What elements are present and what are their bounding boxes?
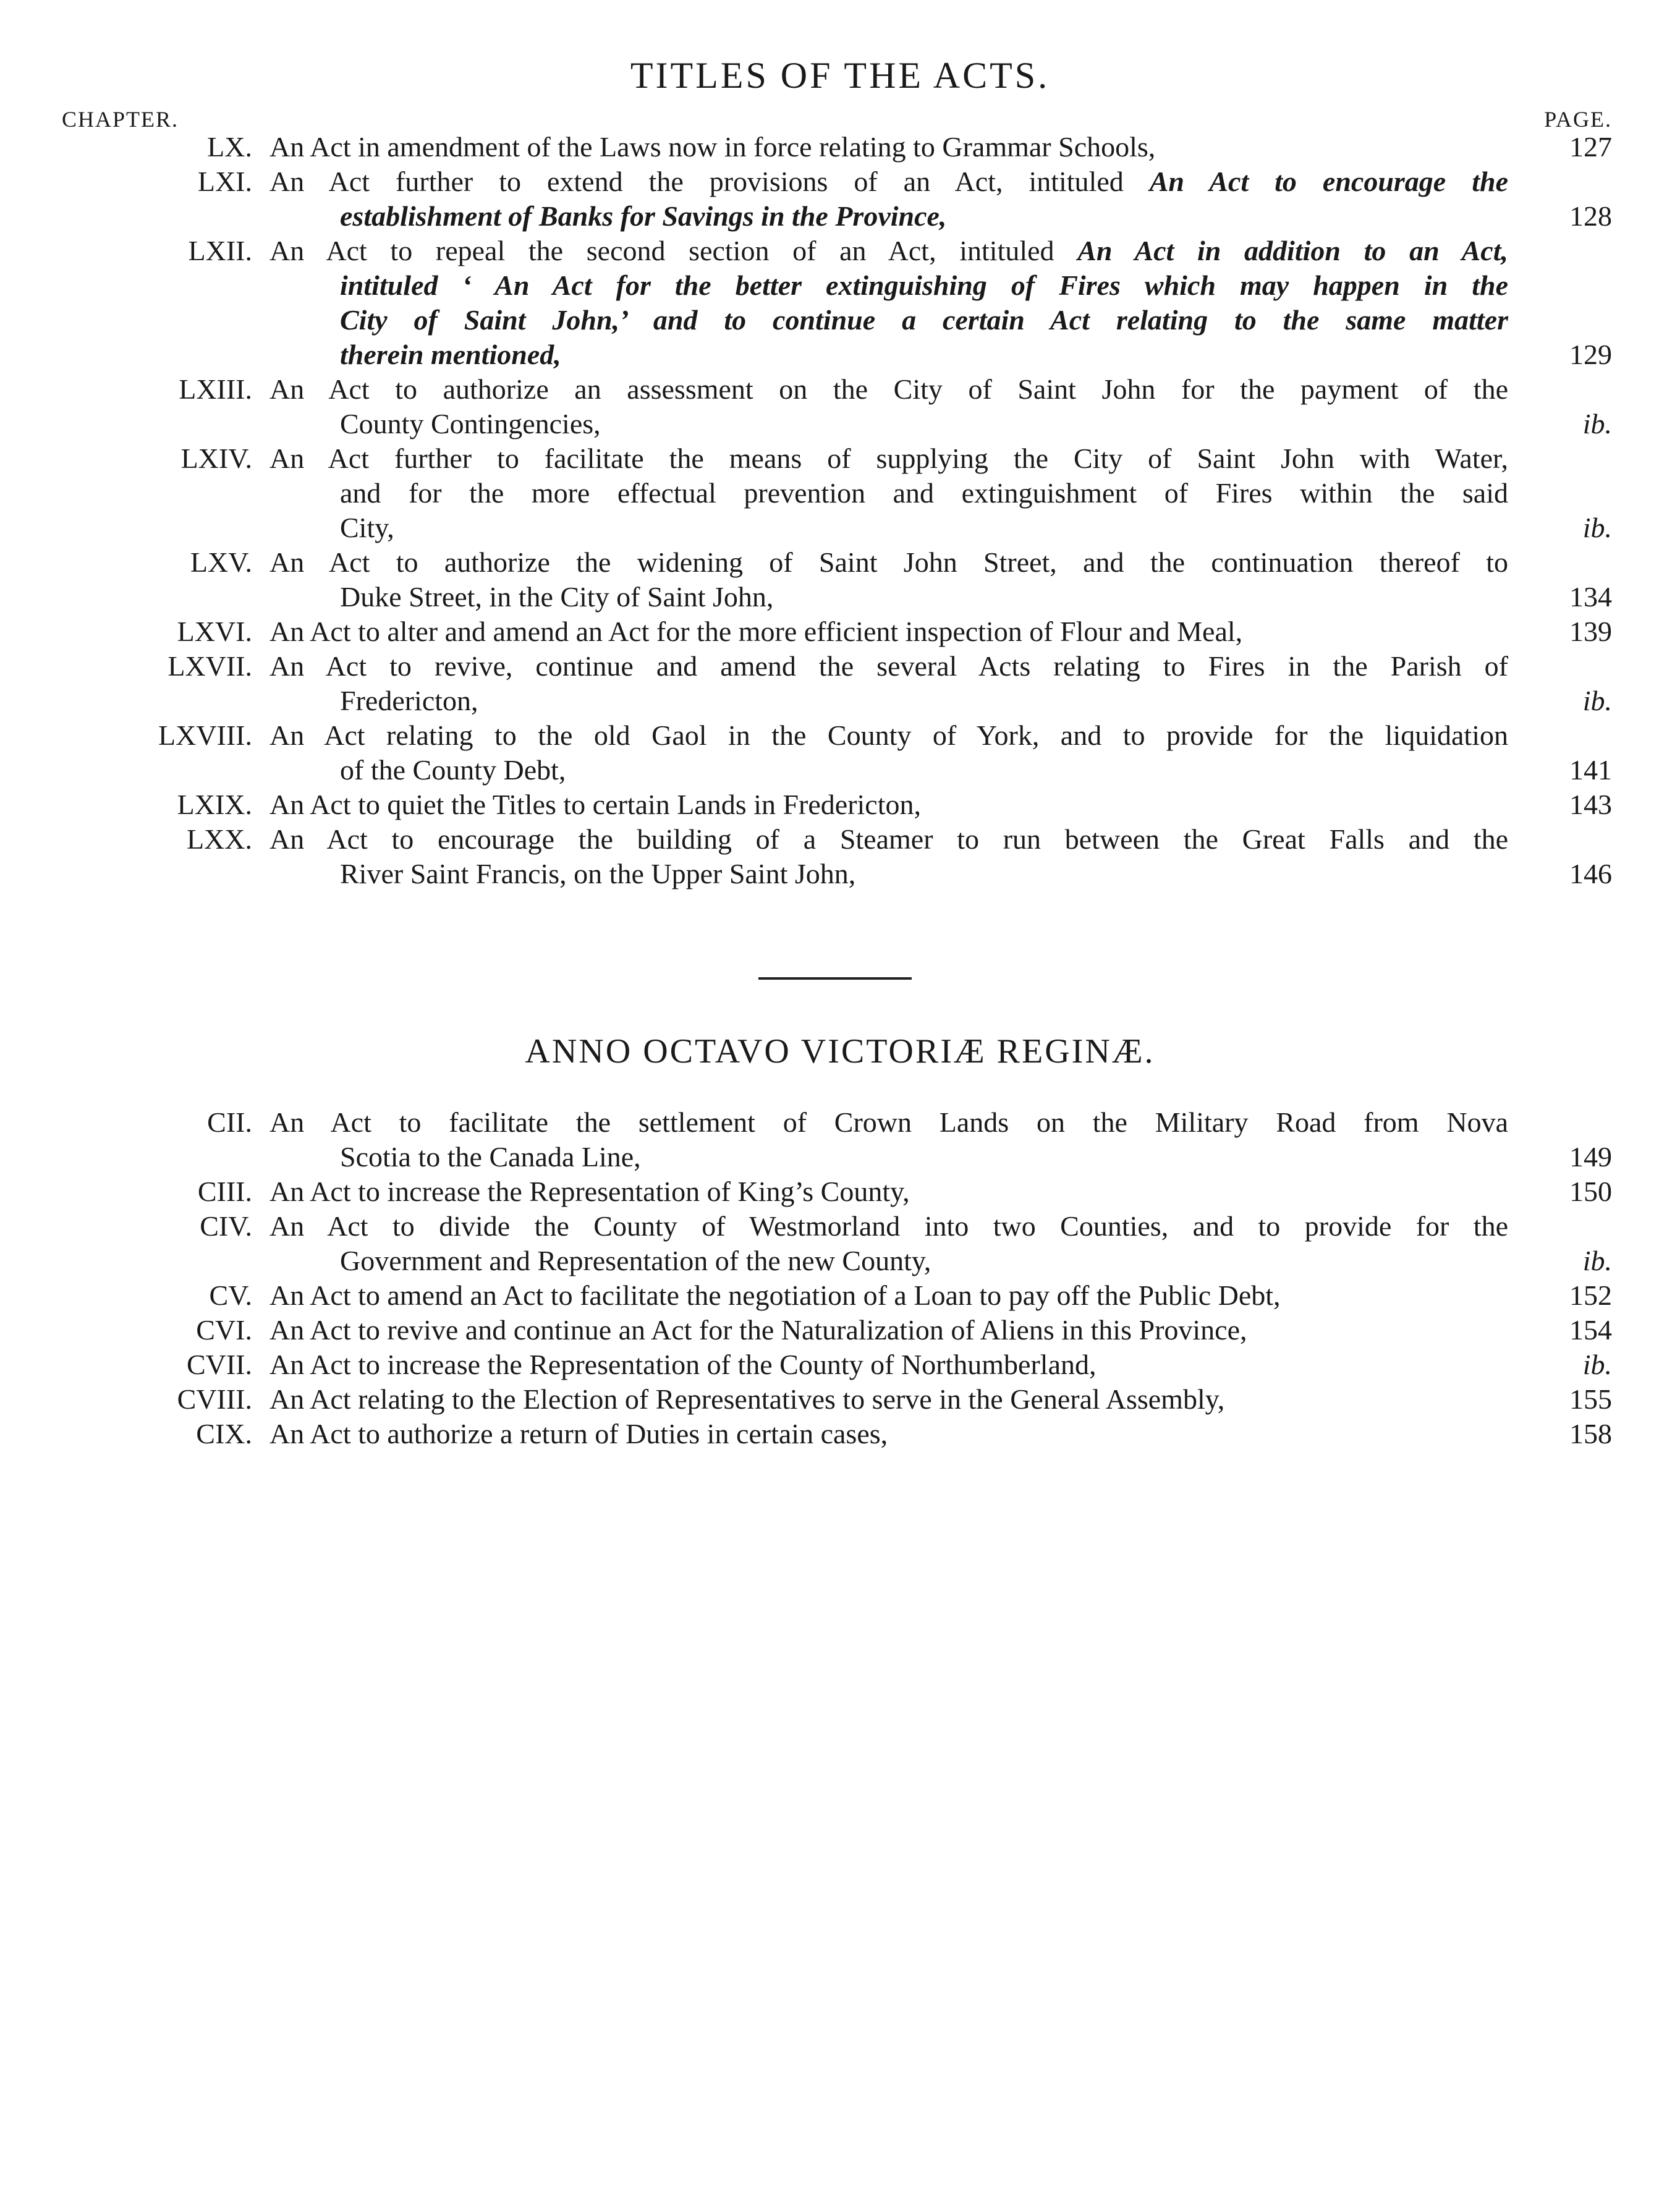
chapter-number: LXIV.	[180, 443, 252, 474]
list-item	[0, 1347, 1680, 1382]
page-number: 127	[1569, 131, 1612, 163]
act-title: An Act to encourage the building of a Steamer to run between the Great Falls and the River Saint Francis, on the Upper Saint John,	[269, 823, 1508, 889]
list-item	[0, 614, 1680, 649]
list-item	[0, 234, 1680, 372]
act-title: An Act relating to the old Gaol in the County of York, and to provide for the liquidation of the County Debt,	[269, 719, 1508, 786]
act-title: An Act to increase the Representation of King’s County,	[269, 1176, 910, 1207]
page-number: 158	[1569, 1418, 1612, 1449]
list-item	[0, 372, 1680, 441]
list-item	[0, 787, 1680, 822]
act-title: An Act further to extend the provisions of an Act, intituled An Act to encourage the establishment of Banks for Savings in the Province,	[269, 166, 1508, 232]
list-item	[0, 1209, 1680, 1278]
page-number: 128	[1569, 200, 1612, 232]
page-number: 150	[1569, 1176, 1612, 1207]
chapter-number: LXIII.	[179, 373, 252, 405]
list-item	[0, 441, 1680, 545]
act-title: An Act to alter and amend an Act for the more efficient inspection of Flour and Meal,	[269, 616, 1243, 647]
page-number: 155	[1569, 1383, 1612, 1415]
page-column-label: PAGE.	[1544, 107, 1612, 132]
list-item	[0, 164, 1680, 234]
page-number: 141	[1569, 754, 1612, 786]
chapter-number: LXI.	[197, 166, 252, 197]
page-title: TITLES OF THE ACTS.	[630, 55, 1050, 96]
chapter-number: CVI.	[196, 1314, 252, 1346]
chapter-number: LXVI.	[177, 616, 252, 647]
chapter-number: CV.	[209, 1279, 252, 1311]
acts-list-section-2	[0, 1105, 1680, 1451]
list-item	[0, 1313, 1680, 1347]
chapter-number: CIX.	[196, 1418, 252, 1449]
list-item	[0, 1278, 1680, 1313]
chapter-number: CIV.	[200, 1210, 252, 1242]
chapter-column-label: CHAPTER.	[62, 107, 179, 132]
section-divider	[758, 977, 912, 980]
chapter-number: LXV.	[190, 546, 252, 578]
act-title: An Act to authorize the widening of Saint John Street, and the continuation thereof to Duke Street, in the City of Saint John,	[269, 546, 1508, 613]
act-title: An Act relating to the Election of Representatives to serve in the General Assembly,	[269, 1383, 1225, 1415]
page-number: 152	[1569, 1279, 1612, 1311]
list-item	[0, 130, 1680, 164]
act-title: An Act to divide the County of Westmorland into two Counties, and to provide for the Government and Representation of the new County,	[269, 1210, 1508, 1276]
act-title: An Act to authorize an assessment on the City of Saint John for the payment of the County Contingencies,	[269, 373, 1508, 439]
page-number: 129	[1569, 339, 1612, 370]
list-item	[0, 718, 1680, 787]
page-number: 149	[1569, 1141, 1612, 1173]
chapter-number: CVIII.	[177, 1383, 252, 1415]
act-title: An Act further to facilitate the means of supplying the City of Saint John with Water, and for the more effectual prevention and extinguishment of Fires within the said City,	[269, 443, 1508, 543]
chapter-number: CIII.	[197, 1176, 252, 1207]
list-item	[0, 1174, 1680, 1209]
list-item	[0, 545, 1680, 614]
page-number: 134	[1569, 581, 1612, 613]
page-number: ib.	[1582, 512, 1612, 543]
chapter-number: CVII.	[186, 1349, 252, 1380]
page-number: 139	[1569, 616, 1612, 647]
act-title: An Act to amend an Act to facilitate the negotiation of a Loan to pay off the Public Debt,	[269, 1279, 1281, 1311]
act-title: An Act to quiet the Titles to certain Lands in Fredericton,	[269, 789, 922, 820]
acts-list-section-1	[0, 130, 1680, 891]
act-title: An Act to facilitate the settlement of Crown Lands on the Military Road from Nova Scotia to the Canada Line,	[269, 1106, 1508, 1173]
list-item	[0, 822, 1680, 891]
page-number: 146	[1569, 858, 1612, 889]
page-number: 154	[1569, 1314, 1612, 1346]
page-number: ib.	[1582, 685, 1612, 716]
page-number: ib.	[1582, 408, 1612, 439]
act-title: An Act to increase the Representation of the County of Northumberland,	[269, 1349, 1097, 1380]
list-item	[0, 649, 1680, 718]
page-number: ib.	[1582, 1245, 1612, 1276]
act-title: An Act to authorize a return of Duties in certain cases,	[269, 1418, 888, 1449]
list-item	[0, 1105, 1680, 1174]
act-title: An Act in amendment of the Laws now in force relating to Grammar Schools,	[269, 131, 1156, 163]
act-title: An Act to repeal the second section of an Act, intituled An Act in addition to an Act, intituled ‘ An Act for the better extinguishing of Fires which may happen in the City of Saint John,’ and to continue a certain Act relating to the same matter therein mentioned,	[269, 235, 1508, 370]
chapter-number: LXVIII.	[158, 719, 252, 751]
page-number: ib.	[1582, 1349, 1612, 1380]
page-number: 143	[1569, 789, 1612, 820]
act-title: An Act to revive and continue an Act for the Naturalization of Aliens in this Province,	[269, 1314, 1247, 1346]
section-heading: ANNO OCTAVO VICTORIÆ REGINÆ.	[525, 1032, 1155, 1071]
chapter-number: CII.	[207, 1106, 252, 1138]
act-title: An Act to revive, continue and amend the several Acts relating to Fires in the Parish of Fredericton,	[269, 650, 1508, 716]
list-item	[0, 1417, 1680, 1451]
list-item	[0, 1382, 1680, 1417]
chapter-number: LX.	[207, 131, 252, 163]
chapter-number: LXX.	[186, 823, 252, 855]
chapter-number: LXVII.	[168, 650, 252, 682]
chapter-number: LXII.	[188, 235, 252, 266]
chapter-number: LXIX.	[177, 789, 252, 820]
